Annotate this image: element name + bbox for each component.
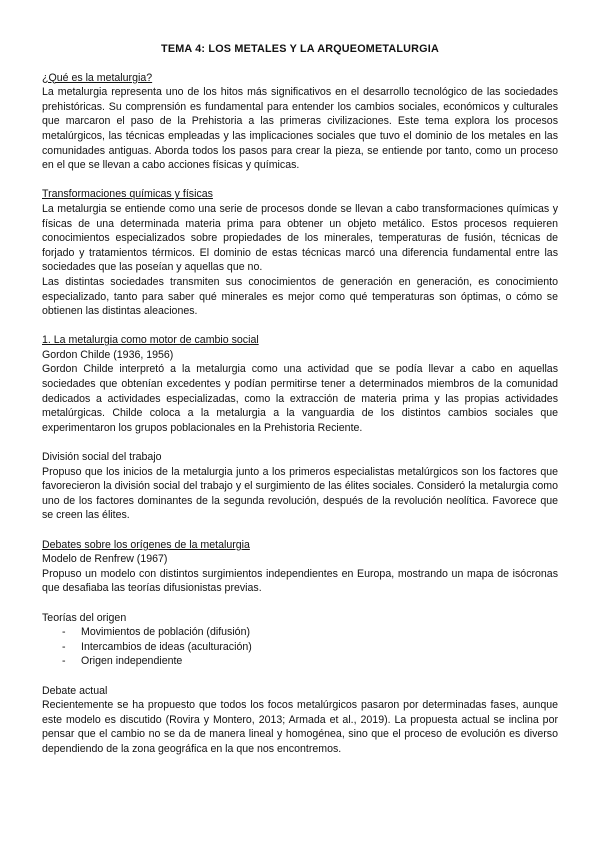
list-item-text: Intercambios de ideas (aculturación) bbox=[81, 640, 252, 653]
spacer bbox=[42, 596, 558, 611]
paragraph-division-social: Propuso que los inicios de la metalurgia junto a los primeros especialistas metalúrgicos son los factores que favorecieron la división social del trabajo y el surgimiento de las élites sociales. Consideró la metalurgia como uno de los factores dominantes de la segunda revolución, después de la revolución neolítica. Favorece que se creen las élites. bbox=[42, 465, 558, 522]
paragraph-debate-actual: Recientemente se ha propuesto que todos los focos metalúrgicos pasaron por determinadas fases, aunque este modelo es discutido (Rovira y Montero, 2013; Armada et al., 2019). La propuesta actual se inclina por pensar que el cambio no se da de manera lineal y homogénea, sino que el proceso de evolución es diverso dependiendo de la zona geográfica en la que nos encontremos. bbox=[42, 699, 558, 755]
section-debates bbox=[42, 538, 558, 596]
list-item bbox=[62, 654, 558, 669]
section-que-es bbox=[42, 71, 558, 173]
dash-bullet: - bbox=[62, 626, 66, 639]
section-heading-transformaciones: Transformaciones químicas y físicas bbox=[42, 188, 213, 201]
section-transformaciones bbox=[42, 187, 558, 318]
document-page bbox=[42, 42, 558, 757]
subheading-debate-actual: Debate actual bbox=[42, 684, 108, 697]
section-teorias bbox=[42, 611, 558, 669]
document-title: TEMA 4: LOS METALES Y LA ARQUEOMETALURGIA bbox=[161, 43, 439, 55]
author-renfrew: Modelo de Renfrew (1967) bbox=[42, 553, 168, 566]
paragraph-motor-cambio: Gordon Childe interpretó a la metalurgia como una actividad que se podía llevar a cabo en aquellas sociedades que obtenían excedentes y podían permitirse tener a determinados miembros de la comunidad dedicados a actividades especializadas, como la extracción de materia prima y las propias actividades metalúrgicas. Childe coloca a la metalurgia a la vanguardia de los distintos cambios sociales que experimentaron los grupos poblacionales en la Prehistoria Reciente. bbox=[42, 363, 558, 434]
section-motor-cambio bbox=[42, 333, 558, 435]
paragraph-transformaciones-2: Las distintas sociedades transmiten sus conocimientos de generación en generación, es conocimiento especializado, tanto para saber qué minerales es mejor como qué temperaturas son óptimas, o cómo se obtienen las distintas aleaciones. bbox=[42, 275, 558, 318]
section-heading-debates: Debates sobre los orígenes de la metalurgia bbox=[42, 538, 250, 551]
author-childe: Gordon Childe (1936, 1956) bbox=[42, 348, 174, 361]
paragraph-debates: Propuso un modelo con distintos surgimientos independientes en Europa, mostrando un mapa de isócronas que desafiaba las teorías difusionistas previas. bbox=[42, 567, 558, 595]
section-heading-motor-cambio: 1. La metalurgia como motor de cambio social bbox=[42, 334, 259, 347]
dash-bullet: - bbox=[62, 640, 66, 653]
list-item-text: Origen independiente bbox=[81, 655, 183, 668]
dash-bullet: - bbox=[62, 655, 66, 668]
teorias-list bbox=[42, 625, 558, 669]
list-item-text: Movimientos de población (difusión) bbox=[81, 626, 250, 639]
paragraph-transformaciones-1: La metalurgia se entiende como una serie de procesos donde se llevan a cabo transformaciones químicas y físicas de una determinada materia prima para obtener un objeto metálico. Estos procesos requieren conocimientos especializados sobre propiedades de los minerales, temperaturas de fusión, técnicas de forjado y tratamientos térmicos. El dominio de estas técnicas marcó una diferencia fundamental entre las sociedades que las poseían y aquellas que no. bbox=[42, 202, 558, 274]
section-division-social bbox=[42, 450, 558, 523]
section-heading-que-es: ¿Qué es la metalurgia? bbox=[42, 71, 153, 84]
section-debate-actual bbox=[42, 684, 558, 757]
spacer bbox=[42, 669, 558, 684]
list-item bbox=[62, 625, 558, 640]
subheading-teorias: Teorías del origen bbox=[42, 611, 127, 624]
subheading-division-social: División social del trabajo bbox=[42, 451, 162, 464]
spacer bbox=[42, 435, 558, 450]
list-item bbox=[62, 640, 558, 655]
paragraph-que-es: La metalurgia representa uno de los hitos más significativos en el desarrollo tecnológico de las sociedades prehistóricas. Su comprensión es fundamental para entender los cambios sociales, económicos y culturales que marcaron el paso de la Prehistoria a las primeras civilizaciones. Este tema explora los procesos metalúrgicos, las técnicas empleadas y las implicaciones sociales que tuvo el dominio de los metales en las comunidades antiguas. Aborda todos los pasos para crear la pieza, se entiende por tanto, como un proceso en el que se llevan a cabo acciones físicas y químicas. bbox=[42, 86, 558, 172]
spacer bbox=[42, 523, 558, 538]
spacer bbox=[42, 319, 558, 334]
spacer bbox=[42, 173, 558, 188]
